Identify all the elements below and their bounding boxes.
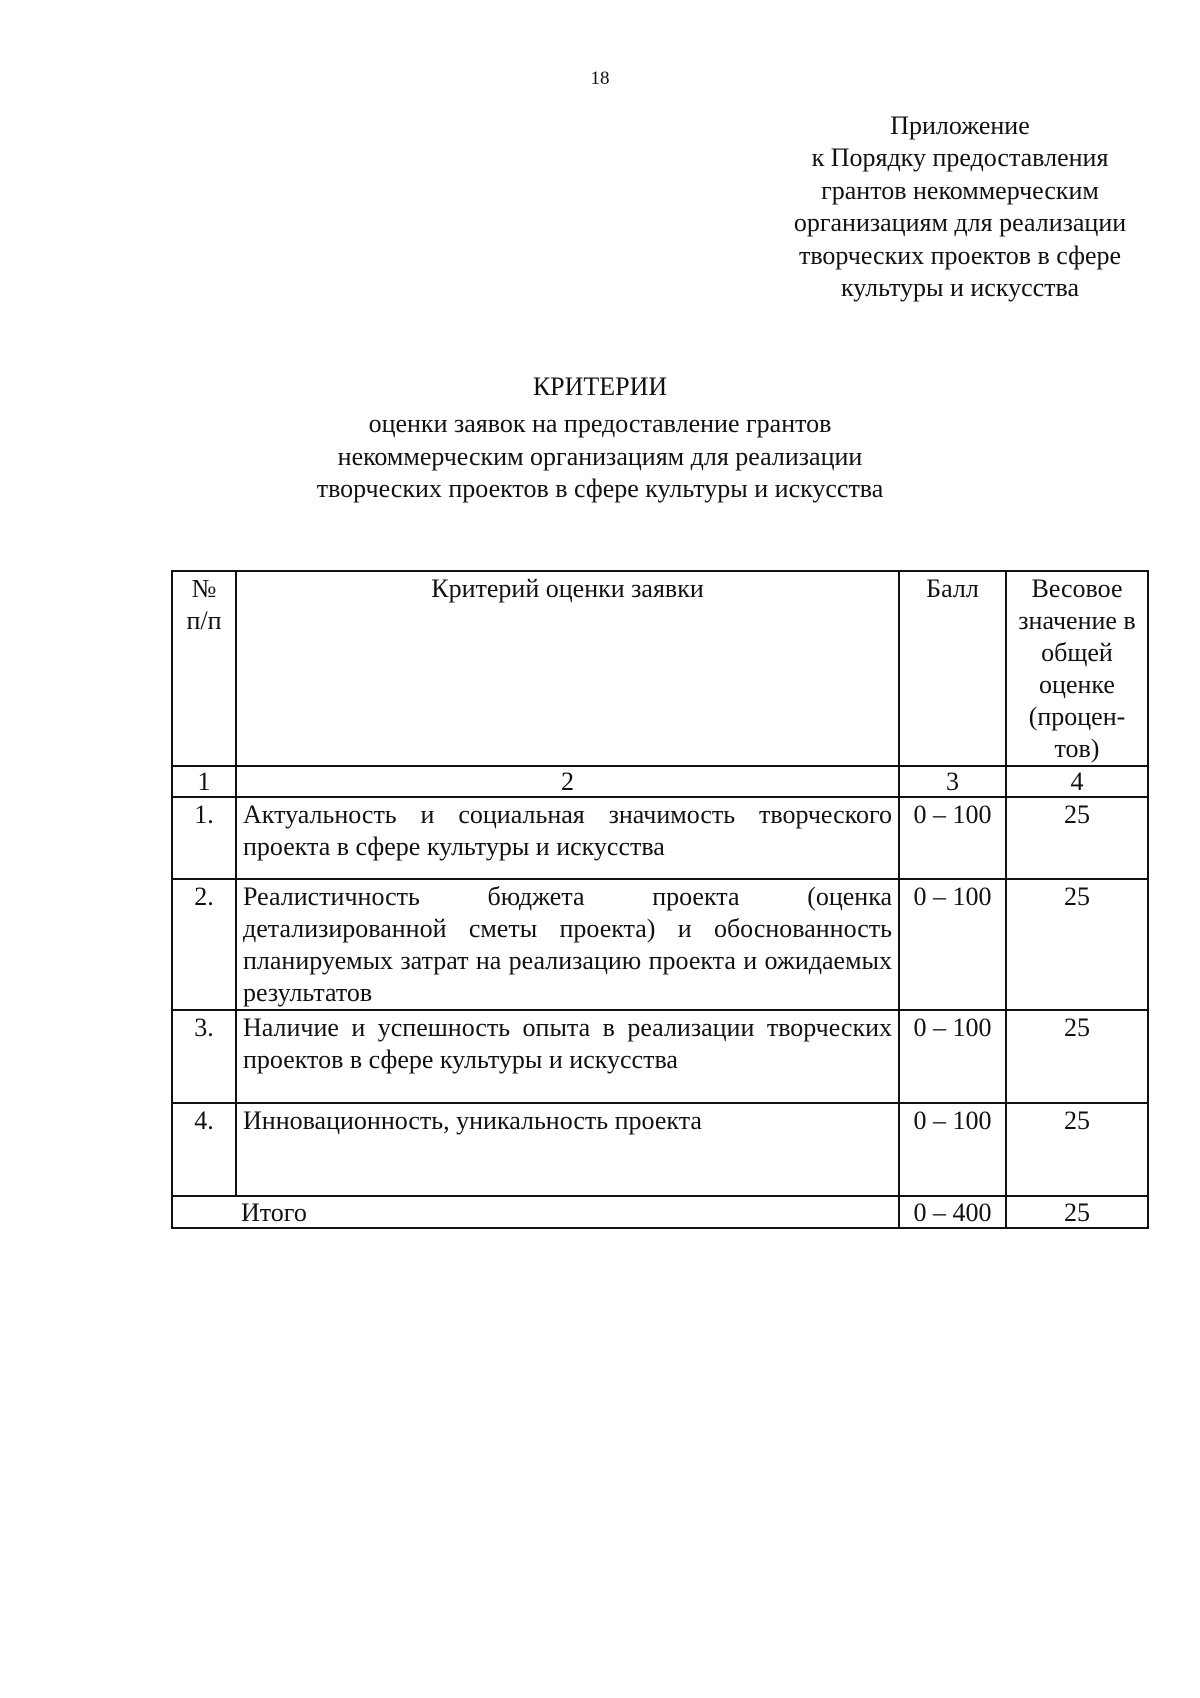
row-criterion: Актуальность и социальная значимость творческого проекта в сфере культуры и искусства	[236, 797, 899, 879]
table-row	[172, 1010, 1148, 1103]
header-score: Балл	[899, 571, 1006, 766]
column-number: 4	[1006, 766, 1148, 797]
row-criterion: Инновационность, уникальность проекта	[236, 1103, 899, 1196]
total-row	[172, 1196, 1148, 1228]
row-score: 0 – 100	[899, 797, 1006, 879]
table-header-row	[172, 571, 1148, 766]
row-number: 1.	[172, 797, 236, 879]
header-number: № п/п	[172, 571, 236, 766]
row-weight: 25	[1006, 879, 1148, 1010]
appendix-line: организациям для реализации	[793, 208, 1127, 238]
row-weight: 25	[1006, 797, 1148, 879]
row-criterion: Наличие и успешность опыта в реализации творческих проектов в сфере культуры и искусства	[236, 1010, 899, 1103]
appendix-line: грантов некоммерческим	[821, 175, 1099, 205]
total-label: Итого	[172, 1196, 899, 1228]
table-row	[172, 797, 1148, 879]
row-number: 4.	[172, 1103, 236, 1196]
page-number: 18	[590, 68, 610, 89]
column-number: 1	[172, 766, 236, 797]
row-score: 0 – 100	[899, 879, 1006, 1010]
header-criterion: Критерий оценки заявки	[236, 571, 899, 766]
row-criterion: Реалистичность бюджета проекта (оценка детализированной сметы проекта) и обоснованность планируемых затрат на реализацию проекта и ожидаемых результатов	[236, 879, 899, 1010]
column-number: 2	[236, 766, 899, 797]
column-number: 3	[899, 766, 1006, 797]
table-row	[172, 1103, 1148, 1196]
table-row	[172, 879, 1148, 1010]
row-number: 3.	[172, 1010, 236, 1103]
subtitle-line: творческих проектов в сфере культуры и искусства	[316, 474, 884, 504]
row-score: 0 – 100	[899, 1010, 1006, 1103]
row-score: 0 – 100	[899, 1103, 1006, 1196]
appendix-line: культуры и искусства	[841, 273, 1079, 303]
row-weight: 25	[1006, 1010, 1148, 1103]
row-weight: 25	[1006, 1103, 1148, 1196]
total-weight: 25	[1006, 1196, 1148, 1228]
document-title: КРИТЕРИИ	[532, 372, 668, 401]
subtitle-line: некоммерческим организациям для реализации	[337, 441, 863, 471]
column-numbers-row	[172, 766, 1148, 797]
total-score: 0 – 400	[899, 1196, 1006, 1228]
document-subtitle	[0, 408, 1200, 506]
appendix-line: Приложение	[890, 111, 1030, 140]
header-weight: Весовое значение в общей оценке (процен-тов)	[1006, 571, 1148, 766]
row-number: 2.	[172, 879, 236, 1010]
appendix-line: к Порядку предоставления	[811, 143, 1109, 173]
subtitle-line: оценки заявок на предоставление грантов	[368, 409, 832, 438]
criteria-table	[171, 570, 1149, 1229]
appendix-line: творческих проектов в сфере	[798, 240, 1122, 270]
appendix-header	[770, 110, 1150, 304]
